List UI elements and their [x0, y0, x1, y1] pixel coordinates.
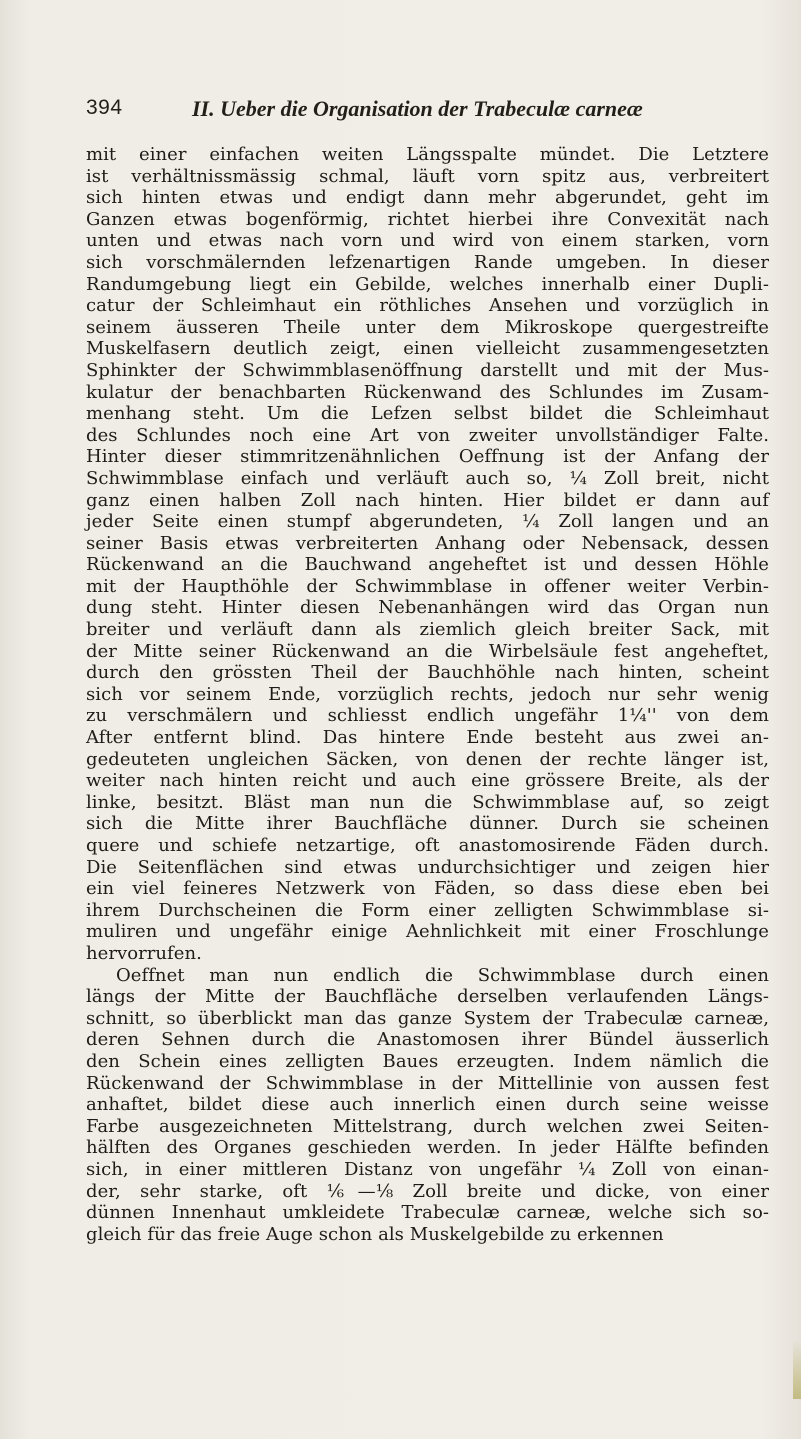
text-line: Ganzen etwas bogenförmig, richtet hierbei ihre Convexität nach: [86, 208, 769, 230]
text-line: muliren und ungefähr einige Aehnlichkeit mit einer Froschlunge: [86, 921, 769, 943]
page-edge-stain: [793, 1339, 801, 1399]
text-line: sich vor seinem Ende, vorzüglich rechts, jedoch nur sehr wenig: [86, 683, 769, 705]
text-line: Rückenwand der Schwimmblase in der Mittellinie von aussen fest: [86, 1072, 769, 1094]
text-line: Randumgebung liegt ein Gebilde, welches innerhalb einer Dupli-: [86, 273, 769, 295]
text-line: den Schein eines zelligten Baues erzeugten. Indem nämlich die: [86, 1050, 769, 1072]
text-line: ist verhältnissmässig schmal, läuft vorn spitz aus, verbreitert: [86, 165, 769, 187]
text-line: ein viel feineres Netzwerk von Fäden, so dass diese eben bei: [86, 878, 769, 900]
text-line: durch den grössten Theil der Bauchhöhle nach hinten, scheint: [86, 662, 769, 684]
text-line: Oeffnet man nun endlich die Schwimmblase durch einen: [116, 964, 769, 986]
text-line: weiter nach hinten reicht und auch eine grössere Breite, als der: [86, 770, 769, 792]
text-line: ganz einen halben Zoll nach hinten. Hier bildet er dann auf: [86, 489, 769, 511]
text-line: menhang steht. Um die Lefzen selbst bildet die Schleimhaut: [86, 403, 769, 425]
text-line: seiner Basis etwas verbreiterten Anhang oder Nebensack, dessen: [86, 532, 769, 554]
text-line: sich hinten etwas und endigt dann mehr abgerundet, geht im: [86, 187, 769, 209]
text-line: gedeuteten ungleichen Säcken, von denen der rechte länger ist,: [86, 748, 769, 770]
text-line: linke, besitzt. Bläst man nun die Schwimmblase auf, so zeigt: [86, 791, 769, 813]
text-line: Rückenwand an die Bauchwand angeheftet ist und dessen Höhle: [86, 554, 769, 576]
text-line: längs der Mitte der Bauchfläche derselben verlaufenden Längs-: [86, 986, 769, 1008]
text-line: After entfernt blind. Das hintere Ende besteht aus zwei an-: [86, 727, 769, 749]
text-line: deren Sehnen durch die Anastomosen ihrer Bündel äusserlich: [86, 1029, 769, 1051]
body-text: [86, 144, 769, 1245]
page-number: 394: [86, 96, 123, 119]
text-line: Hinter dieser stimmritzenähnlichen Oeffnung ist der Anfang der: [86, 446, 769, 468]
text-line: mit einer einfachen weiten Längsspalte mündet. Die Letztere: [86, 144, 769, 165]
text-line: kulatur der benachbarten Rückenwand des Schlundes im Zusam-: [86, 381, 769, 403]
text-line: quere und schiefe netzartige, oft anastomosirende Fäden durch.: [86, 835, 769, 856]
text-line: hälften des Organes geschieden werden. In jeder Hälfte befinden: [86, 1137, 769, 1159]
text-line: breiter und verläuft dann als ziemlich gleich breiter Sack, mit: [86, 619, 769, 641]
text-line: Schwimmblase einfach und verläuft auch so, ¼ Zoll breit, nicht: [86, 467, 769, 489]
text-line: sich, in einer mittleren Distanz von ungefähr ¼ Zoll von einan-: [86, 1158, 769, 1180]
text-line: Sphinkter der Schwimmblasenöffnung darstellt und mit der Mus-: [86, 359, 769, 381]
text-line: ihrem Durchscheinen die Form einer zelligten Schwimmblase si-: [86, 899, 769, 921]
text-line: Farbe ausgezeichneten Mittelstrang, durch welchen zwei Seiten-: [86, 1115, 769, 1137]
text-line: unten und etwas nach vorn und wird von einem starken, vorn: [86, 230, 769, 252]
text-line: Muskelfasern deutlich zeigt, einen vielleicht zusammengesetzten: [86, 338, 769, 360]
text-line: dung steht. Hinter diesen Nebenanhängen wird das Organ nun: [86, 597, 769, 619]
text-line: hervorrufen.: [86, 942, 202, 964]
text-line: Die Seitenflächen sind etwas undurchsichtiger und zeigen hier: [86, 856, 769, 878]
text-line: jeder Seite einen stumpf abgerundeten, ¼ Zoll langen und an: [86, 511, 769, 533]
text-line: anhaftet, bildet diese auch innerlich einen durch seine weisse: [86, 1094, 769, 1116]
text-line: mit der Haupthöhle der Schwimmblase in offener weiter Verbin-: [86, 575, 769, 597]
text-line: sich die Mitte ihrer Bauchfläche dünner. Durch sie scheinen: [86, 813, 769, 835]
text-line: gleich für das freie Auge schon als Muskelgebilde zu erkennen: [86, 1223, 664, 1245]
text-line: zu verschmälern und schliesst endlich ungefähr 1¼'' von dem: [86, 705, 769, 727]
running-header: [86, 96, 776, 126]
running-title: II. Ueber die Organisation der Trabeculæ carneæ: [192, 96, 643, 121]
text-line: catur der Schleimhaut ein röthliches Ansehen und vorzüglich in: [86, 295, 769, 317]
text-line: seinem äusseren Theile unter dem Mikroskope quergestreifte: [86, 316, 769, 338]
text-line: der Mitte seiner Rückenwand an die Wirbelsäule fest angeheftet,: [86, 640, 769, 662]
text-line: der, sehr starke, oft ⅙—⅛ Zoll breite und dicke, von einer: [86, 1180, 769, 1202]
text-line: sich vorschmälernden lefzenartigen Rande umgeben. In dieser: [86, 251, 769, 273]
text-line: schnitt, so überblickt man das ganze System der Trabeculæ carneæ,: [86, 1007, 769, 1029]
text-line: des Schlundes noch eine Art von zweiter unvollständiger Falte.: [86, 424, 769, 446]
text-line: dünnen Innenhaut umkleidete Trabeculæ carneæ, welche sich so-: [86, 1202, 769, 1224]
